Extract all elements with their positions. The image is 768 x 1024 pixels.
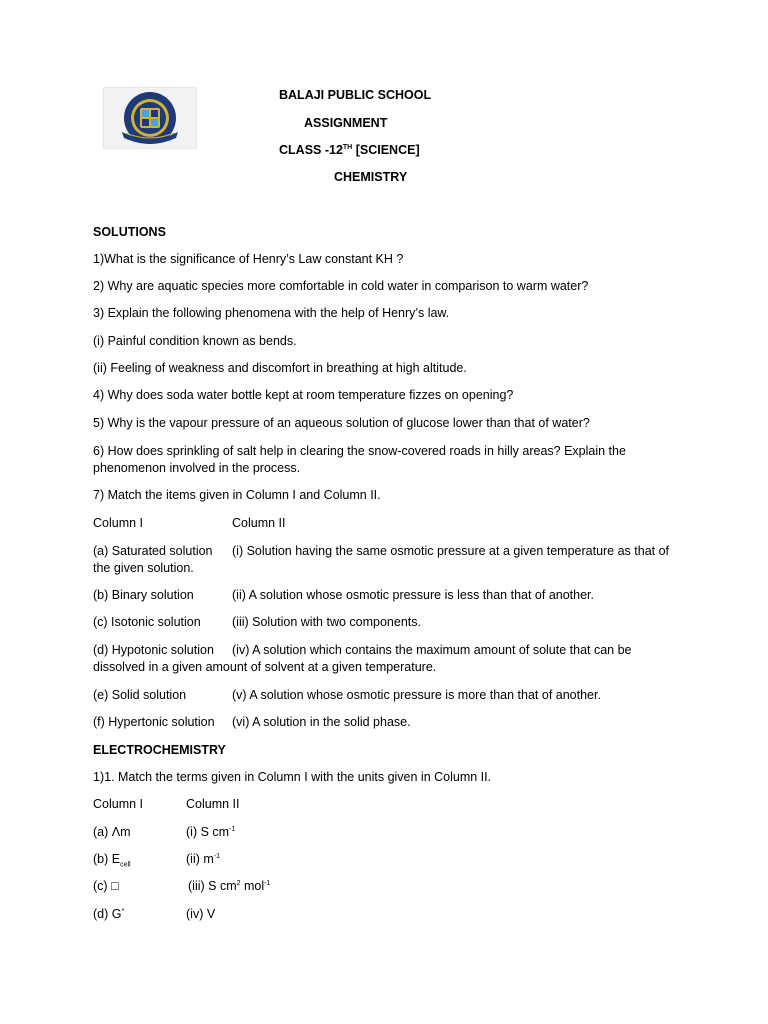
electro-q1: 1)1. Match the terms given in Column I with the units given in Column II. (93, 770, 492, 784)
match-row-f-item: (f) Hypertonic solution (93, 715, 215, 729)
match-row-e-item: (e) Solid solution (93, 688, 187, 702)
electro-row3-unit (188, 879, 270, 893)
class-stream: [SCIENCE] (352, 143, 420, 157)
solutions-heading: SOLUTIONS (93, 225, 166, 239)
match-row-b-desc: (ii) A solution whose osmotic pressure is less than that of another. (232, 588, 594, 602)
solutions-q3: 3) Explain the following phenomena with the help of Henry’s law. (93, 306, 450, 320)
electro-row2-term-sub: cell (120, 861, 131, 869)
electro-col2-header: Column II (186, 797, 240, 811)
electro-row2-term (93, 852, 131, 869)
match-row-a-desc: (i) Solution having the same osmotic pressure at a given temperature as that of the given solution. (93, 544, 670, 575)
solutions-q2: 2) Why are aquatic species more comfortable in cold water in comparison to warm water? (93, 279, 589, 293)
solutions-col1-header: Column I (93, 516, 144, 530)
solutions-q3-i: (i) Painful condition known as bends. (93, 334, 297, 348)
match-row-b-item: (b) Binary solution (93, 588, 194, 602)
doc-type: ASSIGNMENT (304, 116, 388, 130)
class-label (279, 143, 420, 157)
class-sup: TH (342, 143, 353, 151)
match-row-d (93, 642, 683, 676)
electro-row3-unit-sup2: -1 (264, 879, 271, 887)
match-row-e-desc: (v) A solution whose osmotic pressure is more than that of another. (232, 688, 601, 702)
missing-glyph-icon: □ (111, 879, 119, 893)
electro-col1-header: Column I (93, 797, 144, 811)
match-row-a-item: (a) Saturated solution (93, 544, 213, 558)
electro-row1-unit-base: (i) S cm (186, 825, 230, 839)
subject-title: CHEMISTRY (334, 170, 408, 184)
solutions-q3-ii: (ii) Feeling of weakness and discomfort in breathing at high altitude. (93, 361, 467, 375)
electro-row2-unit-sup: -1 (213, 852, 220, 860)
electro-row4-term (93, 907, 124, 921)
solutions-q7: 7) Match the items given in Column I and Column II. (93, 488, 381, 502)
electro-heading: ELECTROCHEMISTRY (93, 743, 226, 757)
electro-row1-unit-sup: -1 (229, 825, 236, 833)
electro-row3-term-base: (c) (93, 879, 112, 893)
electro-row2-unit-base: (ii) m (186, 852, 214, 866)
solutions-q1: 1)What is the significance of Henry’s Law constant KH ? (93, 252, 404, 266)
electro-row3-unit-sup: 2 (236, 879, 241, 887)
electro-row2-unit (186, 852, 220, 866)
solutions-q6: 6) How does sprinkling of salt help in clearing the snow-covered roads in hilly areas? Explain the phenomenon involved in the process. (93, 444, 626, 475)
electro-row3-unit-base: (iii) S cm (188, 879, 237, 893)
match-row-d-desc: (iv) A solution which contains the maximum amount of solute that can be dissolved in a given amount of solvent at a given temperature. (93, 643, 632, 674)
electro-row3-unit-mid: mol (240, 879, 265, 893)
match-row-c-item: (c) Isotonic solution (93, 615, 201, 629)
electro-row4-term-sup: * (121, 907, 125, 915)
solutions-q4: 4) Why does soda water bottle kept at room temperature fizzes on opening? (93, 388, 514, 402)
electro-row2-term-base: (b) E (93, 852, 121, 866)
class-main: CLASS -12 (279, 143, 343, 157)
electro-row4-unit: (iv) V (186, 907, 216, 921)
match-row-d-item: (d) Hypotonic solution (93, 643, 214, 657)
school-name: BALAJI PUBLIC SCHOOL (279, 88, 432, 102)
match-row-c-desc: (iii) Solution with two components. (232, 615, 421, 629)
electro-row3-term (93, 879, 119, 893)
solutions-q5: 5) Why is the vapour pressure of an aqueous solution of glucose lower than that of water? (93, 416, 590, 430)
electro-row1-term: (a) Λm (93, 825, 131, 839)
solutions-col2-header: Column II (232, 516, 286, 530)
electro-row1-unit (186, 825, 235, 839)
match-row-a (93, 543, 683, 577)
match-row-f-desc: (vi) A solution in the solid phase. (232, 715, 411, 729)
electro-row4-term-base: (d) G (93, 907, 122, 921)
school-logo (103, 87, 197, 149)
